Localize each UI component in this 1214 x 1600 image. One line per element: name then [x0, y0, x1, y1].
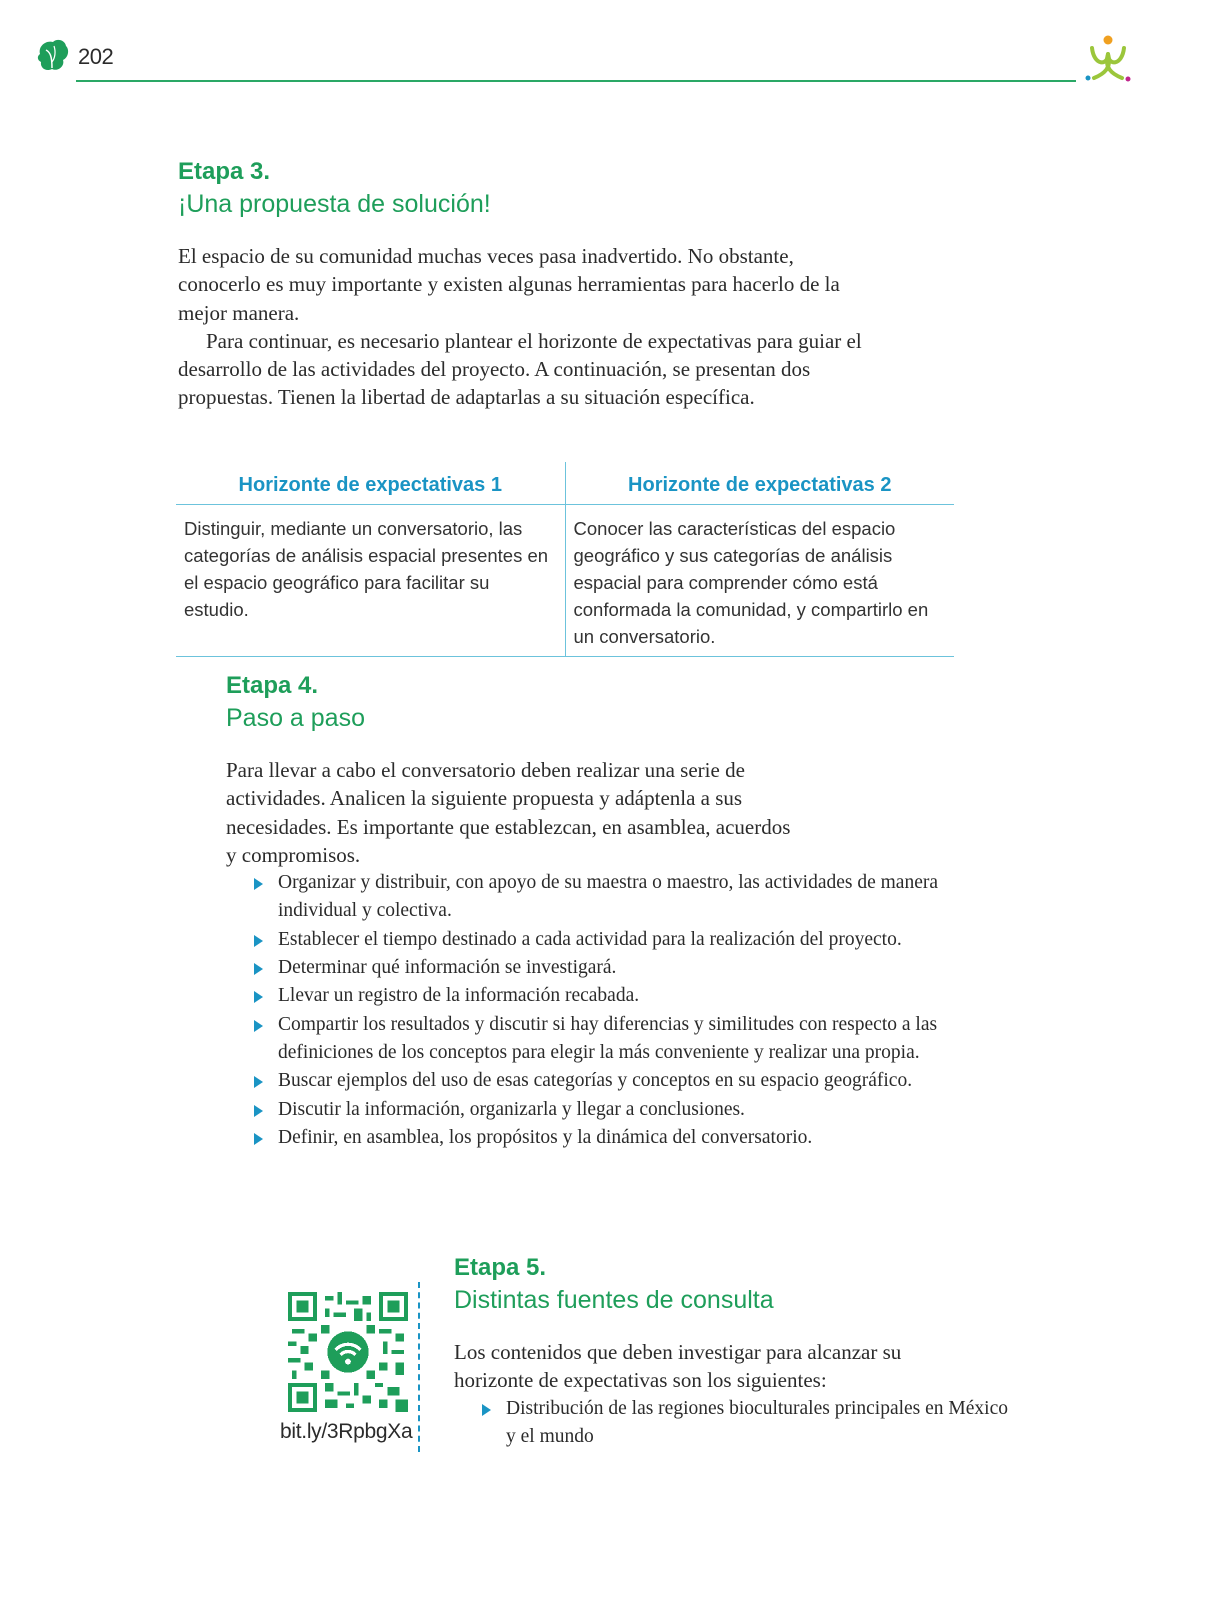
list-item-text: Llevar un registro de la información recabada. — [278, 985, 640, 1007]
etapa-3-body — [178, 242, 878, 412]
qr-code-icon[interactable] — [288, 1292, 408, 1412]
bullet-arrow-icon — [254, 991, 263, 1003]
etapa-3-subtitle: ¡Una propuesta de solución! — [178, 190, 491, 218]
etapa-4-body — [226, 756, 946, 869]
list-item — [278, 869, 946, 926]
bullet-arrow-icon — [482, 1404, 491, 1416]
list-item — [506, 1395, 1014, 1452]
leaf-icon — [36, 38, 70, 74]
table-header-horizon-2: Horizonte de expectativas 2 — [565, 462, 954, 505]
list-item-text: Buscar ejemplos del uso de esas categorías y conceptos en su espacio geográfico. — [278, 1070, 913, 1092]
header-rule — [76, 80, 1076, 82]
list-item-text: Discutir la información, organizarla y llegar a conclusiones. — [278, 1098, 745, 1120]
list-item — [278, 954, 946, 982]
list-item — [278, 1011, 946, 1068]
etapa-5-subtitle: Distintas fuentes de consulta — [454, 1286, 774, 1314]
table-cell-horizon-1: Distinguir, mediante un conversatorio, las categorías de análisis espacial presentes en el espacio geográfico para facilitar su estudio. — [176, 505, 565, 657]
table-header-horizon-1: Horizonte de expectativas 1 — [176, 462, 565, 505]
bullet-arrow-icon — [254, 963, 263, 975]
list-item — [278, 1124, 946, 1152]
list-item-text: Organizar y distribuir, con apoyo de su maestra o maestro, las actividades de manera individual y colectiva. — [278, 872, 939, 922]
list-item-text: Determinar qué información se investigará. — [278, 957, 617, 979]
bullet-arrow-icon — [254, 1020, 263, 1032]
etapa-3-title: Etapa 3. — [178, 158, 271, 185]
page-number: 202 — [78, 44, 114, 69]
bullet-arrow-icon — [254, 1133, 263, 1145]
list-item — [278, 926, 946, 954]
bullet-arrow-icon — [254, 878, 263, 890]
figure-logo-icon — [1082, 32, 1134, 86]
etapa-5-section — [454, 1252, 1014, 1451]
list-item — [278, 1096, 946, 1124]
etapa-3-paragraph-1: El espacio de su comunidad muchas veces pasa inadvertido. No obstante, conocerlo es muy importante y existen algunas herramientas para hacerlo de la mejor manera. — [178, 244, 840, 325]
expectations-table — [176, 462, 954, 657]
etapa-4-subtitle: Paso a paso — [226, 704, 365, 732]
etapa-4-section — [226, 670, 946, 1152]
etapa-5-title: Etapa 5. — [454, 1254, 547, 1281]
table-row — [176, 505, 954, 657]
etapa-5-body — [454, 1338, 1014, 1395]
etapa-5-bullet-list — [454, 1395, 1014, 1452]
list-item — [278, 982, 946, 1010]
qr-divider — [418, 1282, 420, 1452]
etapa-5-paragraph: Los contenidos que deben investigar para alcanzar su horizonte de expectativas son los siguientes: — [454, 1340, 902, 1393]
table-cell-horizon-2: Conocer las características del espacio geográfico y sus categorías de análisis espacial para comprender cómo está conformada la comunidad, y compartirlo en un conversatorio. — [565, 505, 954, 657]
list-item — [278, 1067, 946, 1095]
etapa-3-paragraph-2: Para continuar, es necesario plantear el horizonte de expectativas para guiar el desarrollo de las actividades del proyecto. A continuación, se presentan dos propuestas. Tienen la libertad de adaptarlas a su situación específica. — [178, 328, 862, 410]
bullet-arrow-icon — [254, 935, 263, 947]
etapa-4-paragraph: Para llevar a cabo el conversatorio deben realizar una serie de actividades. Analicen la siguiente propuesta y adáptenla a sus necesidades. Es importante que establezcan, en asamblea, acuerdos y compromisos. — [226, 758, 791, 867]
etapa-3-section — [178, 156, 878, 412]
bullet-arrow-icon — [254, 1105, 263, 1117]
etapa-4-bullet-list — [226, 869, 946, 1152]
etapa-4-title: Etapa 4. — [226, 672, 319, 699]
list-item-text: Definir, en asamblea, los propósitos y la dinámica del conversatorio. — [278, 1126, 813, 1148]
qr-short-link[interactable]: bit.ly/3RpbgXa — [280, 1420, 413, 1443]
list-item-text: Distribución de las regiones bioculturales principales en México y el mundo — [506, 1397, 1008, 1447]
list-item-text: Compartir los resultados y discutir si hay diferencias y similitudes con respecto a las definiciones de los conceptos para elegir la más conveniente y realizar una propia. — [278, 1013, 938, 1063]
bullet-arrow-icon — [254, 1076, 263, 1088]
list-item-text: Establecer el tiempo destinado a cada actividad para la realización del proyecto. — [278, 928, 902, 950]
